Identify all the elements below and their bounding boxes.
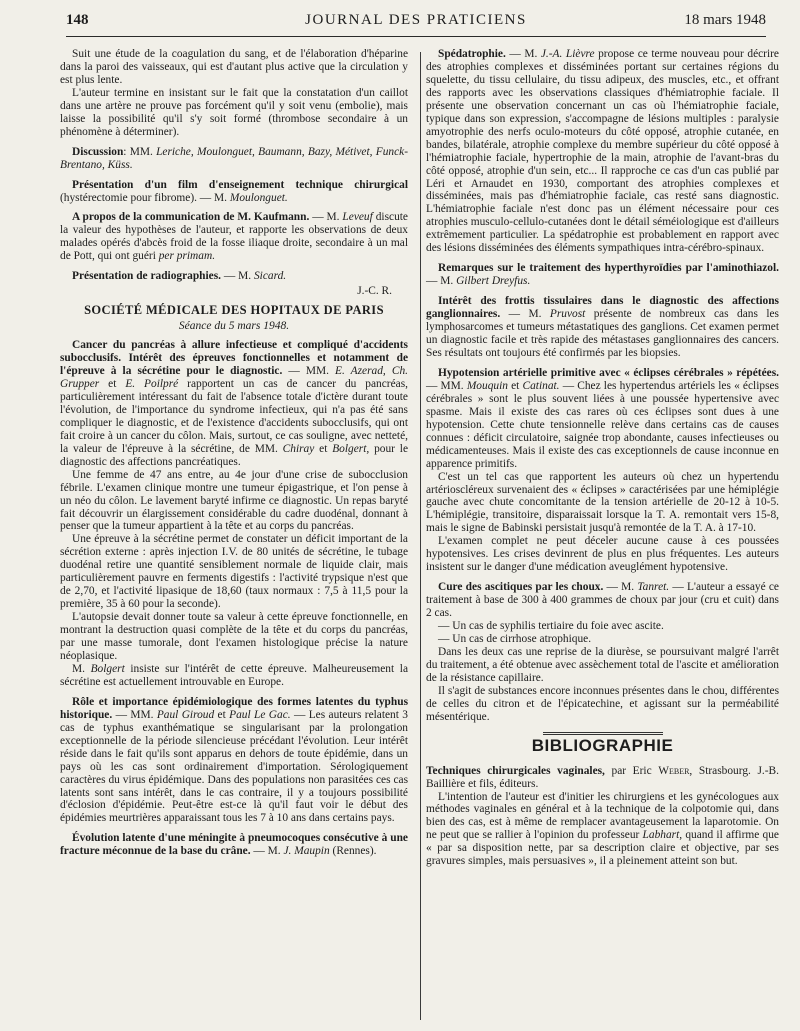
left-column [60,48,408,858]
paragraph: Une femme de 47 ans entre, au 4e jour d'une crise de subocclusion fébrile. L'examen clinique montre une tumeur épigastrique, et l'on pense à un néo du côlon. Le lavement baryté infirme ce diagnostic. Un repas baryté fait découvrir un élargissement considérable du cadre duodénal, donnant à penser que la tumeur appartient à la tête et au corps du pancréas. [60,468,408,533]
bolgert-paragraph: M. Bolgert insiste sur l'intérêt de cette épreuve. Malheureusement la sécrétine est actuellement introuvable en Europe. [60,662,408,688]
paragraph: L'autopsie devait donner toute sa valeur à cette épreuve fonctionnelle, en montrant la destruction quasi complète de la tête et du corps du pancréas, par une masse tumorale, dont l'examen histologique précise la nature néoplasique. [60,611,408,662]
paragraph: Dans les deux cas une reprise de la diurèse, se poursuivant malgré l'arrêt du traitement, a été obtenue avec assèchement total de l'ascite et amélioration de la résistance capillaire. [426,645,779,684]
kaufmann-paragraph: A propos de la communication de M. Kaufmann. — M. Leveuf discute la valeur des hypothèses de l'auteur, et rapporte les observations de deux malades opérés d'abcès froid de la fosse iliaque droite, secondaire à un mal de Pott, qui ont guéri per primam. [60,211,408,263]
list-item: — Un cas de syphilis tertiaire du foie avec ascite. [438,620,664,633]
meningitis-paragraph: Évolution latente d'une méningite à pneumocoques consécutive à une fracture méconnue de la base du crâne. — M. J. Maupin (Rennes). [60,832,408,858]
kaufmann-title: A propos de la communication de M. Kaufmann. [72,211,310,224]
frottis-title: Intérêt des frottis tissulaires dans le diagnostic des affections ganglionnaires. [426,295,779,321]
cancer-paragraph: Cancer du pancréas à allure infectieuse et compliqué d'accidents subocclusifs. Intérêt des épreuves fonctionnelles et notamment de l'épreuve à la sécrétine pour le diagnostic. — MM. E. Azerad, Ch. Grupper et E. Poilpré rapportent un cas de cancer du pancréas, particulièrement intéressant du fait de l'absence totale d'ictère durant toute l'évolution, de l'importance du syndrome infectieux, qui n'a pas été sans compliquer le diagnostic, et de l'existence d'accidents subocclusifs, qui ont fait croire à un cancer du côlon. Mais, surtout, ce cas souligne, avec netteté, la valeur de l'épreuve à la sécrétine, de MM. Chiray et Bolgert, pour le diagnostic des affections pancréatiques. [60,339,409,468]
paragraph: L'examen complet ne peut déceler aucune cause à ces poussées hypotensives. Les crises devinrent de plus en plus fréquentes. Les auteurs insistent sur le danger d'une médication aveuglément hypotensive. [426,535,779,574]
right-column [426,48,779,868]
hypotension-title: Hypotension artérielle primitive avec « éclipses cérébrales » répétées. [438,366,779,379]
meningitis-title: Évolution latente d'une méningite à pneumocoques consécutive à une fracture méconnue de la base du crâne. [60,832,408,858]
discussion-title: Discussion [72,145,124,158]
page-header [66,12,766,34]
header-rule [66,36,766,37]
column-divider [420,52,421,1020]
section-date: Séance du 5 mars 1948. [178,320,290,333]
book-review-paragraph: Techniques chirurgicales vaginales, par Eric Weber, Strasbourg. J.-B. Baillière et fils, éditeurs. [426,764,779,790]
paragraph: Une épreuve à la sécrétine permet de constater un déficit important de la sécrétion externe : après injection I.V. de 80 unités de sécrétine, le tubage duodénal retire une quantité sensiblement normale de liquide clair, mais particulièrement pauvre en ferments digestifs : l'activité trypsique n'est que de 2,70, et l'activité lipasique de 18,60 (taux normaux : 7,5 à 11,5 pour la première, 35 à 60 pour la seconde). [60,533,408,611]
paragraph: C'est un tel cas que rapportent les auteurs où chez un hypertendu artérioscléreux survenaient des « éclipses » caractérisées par une hémiplégie gauche avec chute concomitante de la tension artérielle de 20-12 à 10-5. L'hémiplégie, transitoire, disparaissait lorsque la T. A. remontait vers 15-8, mais le signe de Babinski persistait jusqu'à remontée de la T. A. à 17-10. [426,470,779,535]
cancer-title: Cancer du pancréas à allure infectieuse et compliqué d'accidents subocclusifs. Intérêt des épreuves fonctionnelles et notamment de l'épreuve à la sécrétine pour le diagnostic. [60,339,408,378]
discussion-paragraph: Discussion: MM. Leriche, Moulonguet, Baumann, Bazy, Métivet, Funck-Brentano, Küss. [60,145,408,171]
frottis-paragraph: Intérêt des frottis tissulaires dans le diagnostic des affections ganglionnaires. — M. Pruvost présente de nombreux cas dans les lymphosarcomes et tumeurs métastatiques des ganglions. Cet examen permet un diagnostic facile et très rapide des métastases ganglionnaires des cancers. Ses résultats ont toujours été confirmés par les biopsies. [426,295,779,359]
journal-title: JOURNAL DES PRATICIENS [305,12,527,28]
cure-paragraph: Cure des ascitiques par les choux. — M. Tanret. — L'auteur a essayé ce traitement à base de 300 à 400 grammes de choux par jour (cru et cuit) dans 2 cas. [426,581,779,620]
bibliography-rule [543,732,663,735]
spedatrophie-paragraph: Spédatrophie. — M. J.-A. Lièvre propose ce terme nouveau pour décrire des atrophies complexes et disséminées portant sur certaines régions du squelette, du tissu cellulaire, du tissu adipeux, des muscles, etc., et offrant des rapports avec les observations classiques d'hémiatrophie faciale. Il présente une observation concernant un cas où l'hémiatrophie faciale, typique dans son expression, s'accompagne de lésions multiples : paralysie amyotrophie des nerfs oculo-moteurs du côté opposé, atrophie cutanée, en bandes, bilatérale, atrophie complexe du membre supérieur du côté opposé à l'hémiatrophie faciale, hypertrophie de la main, atrophie de l'avant-bras du côté opposé, atrophie d'un sein, etc... Il rapproche ce cas d'un cas publié par Léri et Arnaudet en 1930, comportant des atrophies complexes et disséminées, mais pas d'hémiatrophie faciale, cas resté sans diagnostic. L'hémiatrophie faciale n'est donc pas un élément nécessaire pour ces atrophies musculo-cellulo-cutanées dont le détail séméiologique est d'ailleurs extrêmement particulier. La spédatrophie est probablement en rapport avec des lésions disséminées des éléments sympathiques intra-cérébro-spinaux. [426,48,779,255]
book-title: Techniques chirurgicales vaginales, [426,764,605,777]
discussion-names: Leriche, Moulonguet, Baumann, Bazy, Métivet, Funck-Brentano, Küss. [60,145,408,171]
issue-date: 18 mars 1948 [684,12,766,28]
hypotension-paragraph: Hypotension artérielle primitive avec « éclipses cérébrales » répétées. — MM. Mouquin et Catinat. — Chez les hypertendus artériels les « éclipses cérébrales » sont le plus souvent liées à une poussée hypertensive avec spasme. Mais il existe des cas rares où ces éclipses sont dues à une hypotension. Cette chute tensionnelle relève dans certains cas de causes connues : déficit circulatoire, saignée trop abondante, causes infectieuses ou médicamenteuses. Mais il existe des cas exceptionnels de cause inconnue en apparence primitifs. [426,366,779,470]
typhus-title: Rôle et importance épidémiologique des formes latentes du typhus historique. [60,695,408,721]
paragraph: Il s'agit de substances encore inconnues présentes dans le chou, différentes de celles du citron et de l'épicatechine, et agissant sur la perméabilité mésentérique. [426,684,779,723]
signature: J.-C. R. [357,285,392,298]
cure-title: Cure des ascitiques par les choux. [438,581,604,594]
paragraph: L'auteur termine en insistant sur le fait que la constatation d'un caillot dans une artère ne prouve pas forcément qu'il y soit venu (embolie), mais laisse la possibilité qu'il s'y soit formé (thrombose secondaire à un phénomène à déterminer). [60,86,408,138]
section-title: SOCIÉTÉ MÉDICALE DES HOPITAUX DE PARIS [84,303,384,318]
book-review-body: L'intention de l'auteur est d'initier les chirurgiens et les gynécologues aux méthodes vaginales en général et à la technique de la colpotomie qui, dans bien des cas, est à même de remplacer avantageusement la laparotomie. On ne peut que se rallier à l'opinion du professeur Labhart, quand il affirme que « par sa disposition nette, par sa description claire et objective, par ses gravures simples, mais persuasives », il a pleinement atteint son but. [426,790,779,868]
list-item: — Un cas de cirrhose atrophique. [438,632,592,645]
film-paragraph: Présentation d'un film d'enseignement technique chirurgical (hystérectomie pour fibrome). — M. Moulonguet. [60,178,408,204]
bibliography-title: BIBLIOGRAPHIE [531,735,674,755]
radiography-title: Présentation de radiographies. [72,270,222,283]
radiography-paragraph: Présentation de radiographies. — M. Sicard. [72,270,287,283]
typhus-paragraph: Rôle et importance épidémiologique des formes latentes du typhus historique. — MM. Paul Giroud et Paul Le Gac. — Les auteurs relatent 3 cas de typhus exanthématique se singularisant par la prolongation exceptionnelle de la période silencieuse précédant l'évolution. Leur intérêt réside dans le fait qu'ils sont apparus en dehors de toute épidémie, dans un pays où les cas sont ordinairement d'importation. Sérologiquement caractères du virus épidémique. Dans des populations non parasitées ces cas latents sont sans intérêt, dans le cas contraire, il y a toujours possibilité d'éclosion d'épidémie. Peut-être est-ce là qu'il faut voir le début des épidémies meurtrières apparaissant tous les 7 à 10 ans dans certains pays. [60,695,408,825]
spedatrophie-title: Spédatrophie. [438,48,506,60]
film-title: Présentation d'un film d'enseignement technique chirurgical [72,178,408,191]
hyperthyroid-paragraph: Remarques sur le traitement des hyperthyroïdies par l'aminothiazol. — M. Gilbert Dreyfus. [426,262,779,288]
hyperthyroid-title: Remarques sur le traitement des hyperthyroïdies par l'aminothiazol. [438,262,779,275]
paragraph: Suit une étude de la coagulation du sang, et de l'élaboration d'héparine dans la paroi des vaisseaux, qui est d'autant plus active que la circulation y est plus lente. [60,48,408,86]
bibliography-heading [426,732,779,755]
book-author: Weber, [658,764,693,777]
page-number: 148 [66,12,89,28]
